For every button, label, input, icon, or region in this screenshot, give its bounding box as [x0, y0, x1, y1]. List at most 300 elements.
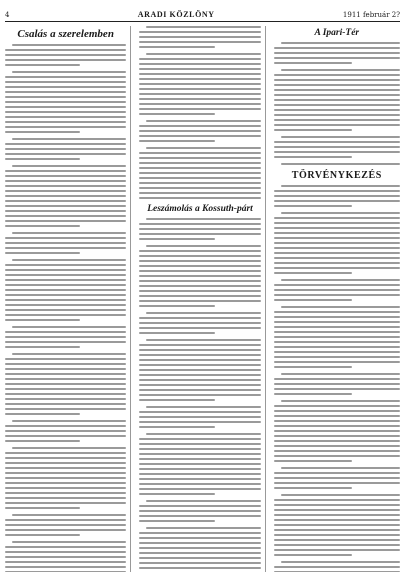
text-line-placeholder — [5, 440, 80, 442]
text-line-placeholder — [274, 383, 400, 385]
text-line-placeholder — [5, 274, 126, 276]
paragraph-placeholder — [274, 467, 400, 489]
text-line-placeholder — [5, 452, 126, 454]
paragraph-placeholder — [139, 433, 260, 495]
text-line-placeholder — [139, 374, 260, 376]
text-line-placeholder — [5, 284, 126, 286]
text-line-placeholder — [139, 443, 260, 445]
text-line-placeholder — [5, 289, 126, 291]
text-line-placeholder — [139, 162, 260, 164]
text-line-placeholder — [5, 467, 126, 469]
text-line-placeholder — [12, 420, 126, 422]
text-line-placeholder — [274, 316, 400, 318]
text-line-placeholder — [139, 58, 260, 60]
paragraph-placeholder — [5, 165, 126, 227]
text-line-placeholder — [139, 238, 214, 240]
text-line-placeholder — [139, 322, 260, 324]
text-line-placeholder — [5, 205, 126, 207]
text-line-placeholder — [274, 104, 400, 106]
text-line-placeholder — [274, 405, 400, 407]
paragraph-placeholder — [274, 185, 400, 207]
text-line-placeholder — [139, 83, 260, 85]
text-line-placeholder — [274, 311, 400, 313]
text-line-placeholder — [139, 300, 260, 302]
text-line-placeholder — [274, 410, 400, 412]
text-line-placeholder — [274, 487, 352, 489]
text-line-placeholder — [274, 114, 400, 116]
text-line-placeholder — [139, 421, 260, 423]
text-line-placeholder — [139, 98, 260, 100]
paragraph-placeholder — [274, 306, 400, 368]
text-line-placeholder — [5, 571, 126, 572]
text-line-placeholder — [139, 562, 260, 564]
text-line-placeholder — [5, 497, 126, 499]
paragraph-placeholder — [5, 353, 126, 415]
text-line-placeholder — [274, 504, 400, 506]
text-line-placeholder — [5, 314, 126, 316]
paragraph-placeholder — [5, 326, 126, 348]
text-line-placeholder — [139, 327, 260, 329]
text-line-placeholder — [139, 265, 260, 267]
column-3 — [274, 26, 400, 572]
text-line-placeholder — [12, 353, 126, 355]
masthead — [5, 7, 400, 22]
text-line-placeholder — [146, 339, 260, 341]
text-line-placeholder — [5, 319, 80, 321]
paragraph-placeholder — [274, 561, 400, 572]
text-line-placeholder — [139, 270, 260, 272]
text-line-placeholder — [139, 384, 260, 386]
text-line-placeholder — [139, 453, 260, 455]
text-line-placeholder — [274, 217, 400, 219]
column-2 — [139, 26, 265, 572]
text-line-placeholder — [274, 156, 352, 158]
text-line-placeholder — [274, 294, 400, 296]
text-line-placeholder — [5, 529, 126, 531]
text-line-placeholder — [139, 125, 260, 127]
text-line-placeholder — [139, 458, 260, 460]
text-line-placeholder — [146, 312, 260, 314]
text-line-placeholder — [139, 113, 214, 115]
text-line-placeholder — [139, 344, 260, 346]
text-line-placeholder — [281, 279, 400, 281]
text-line-placeholder — [274, 420, 400, 422]
paragraph-placeholder — [139, 406, 260, 428]
text-line-placeholder — [139, 379, 260, 381]
article-heading: Csalás a szerelemben — [17, 28, 114, 40]
text-line-placeholder — [5, 49, 126, 51]
text-line-placeholder — [146, 53, 260, 55]
body-text-placeholder — [274, 185, 400, 572]
body-text-placeholder — [139, 218, 260, 572]
paragraph-placeholder — [139, 527, 260, 572]
text-line-placeholder — [5, 153, 126, 155]
text-line-placeholder — [274, 272, 352, 274]
newspaper-title: ARADI KÖZLÖNY — [137, 10, 215, 19]
text-line-placeholder — [139, 280, 260, 282]
paragraph-placeholder — [139, 312, 260, 334]
text-line-placeholder — [139, 197, 260, 199]
paragraph-placeholder — [139, 53, 260, 115]
text-line-placeholder — [12, 514, 126, 516]
text-line-placeholder — [274, 435, 400, 437]
text-line-placeholder — [274, 257, 400, 259]
text-line-placeholder — [5, 170, 126, 172]
text-line-placeholder — [281, 373, 400, 375]
text-line-placeholder — [274, 529, 400, 531]
text-line-placeholder — [5, 148, 126, 150]
text-line-placeholder — [274, 247, 400, 249]
text-line-placeholder — [12, 541, 126, 543]
text-line-placeholder — [139, 317, 260, 319]
text-line-placeholder — [146, 406, 260, 408]
text-line-placeholder — [139, 73, 260, 75]
text-line-placeholder — [274, 84, 400, 86]
text-line-placeholder — [139, 177, 260, 179]
text-line-placeholder — [5, 507, 80, 509]
text-line-placeholder — [274, 94, 400, 96]
paragraph-placeholder — [5, 138, 126, 160]
text-line-placeholder — [5, 126, 126, 128]
text-line-placeholder — [139, 448, 260, 450]
text-line-placeholder — [274, 440, 400, 442]
text-line-placeholder — [5, 309, 126, 311]
text-line-placeholder — [274, 415, 400, 417]
text-line-placeholder — [5, 472, 126, 474]
text-line-placeholder — [274, 336, 400, 338]
text-line-placeholder — [12, 44, 126, 46]
text-line-placeholder — [139, 88, 260, 90]
text-line-placeholder — [139, 255, 260, 257]
text-line-placeholder — [5, 116, 126, 118]
paragraph-placeholder — [5, 44, 126, 66]
text-line-placeholder — [274, 544, 400, 546]
text-line-placeholder — [5, 358, 126, 360]
text-line-placeholder — [139, 140, 214, 142]
text-line-placeholder — [281, 400, 400, 402]
text-line-placeholder — [139, 478, 260, 480]
paragraph-placeholder — [274, 69, 400, 131]
text-line-placeholder — [5, 378, 126, 380]
text-line-placeholder — [274, 321, 400, 323]
text-line-placeholder — [139, 250, 260, 252]
text-line-placeholder — [5, 180, 126, 182]
text-line-placeholder — [139, 78, 260, 80]
text-line-placeholder — [146, 120, 260, 122]
text-line-placeholder — [274, 200, 400, 202]
text-line-placeholder — [274, 52, 400, 54]
text-line-placeholder — [274, 109, 400, 111]
body-text-placeholder — [5, 44, 126, 572]
text-line-placeholder — [274, 430, 400, 432]
text-line-placeholder — [139, 510, 260, 512]
text-line-placeholder — [5, 175, 126, 177]
text-line-placeholder — [139, 157, 260, 159]
text-line-placeholder — [274, 366, 352, 368]
text-line-placeholder — [274, 388, 400, 390]
text-line-placeholder — [274, 351, 400, 353]
text-line-placeholder — [5, 215, 126, 217]
text-line-placeholder — [5, 210, 126, 212]
text-line-placeholder — [139, 108, 260, 110]
text-line-placeholder — [5, 190, 126, 192]
text-line-placeholder — [139, 260, 260, 262]
text-line-placeholder — [5, 299, 126, 301]
paragraph-placeholder — [139, 339, 260, 401]
text-line-placeholder — [5, 482, 126, 484]
text-line-placeholder — [5, 158, 80, 160]
text-line-placeholder — [274, 57, 400, 59]
text-line-placeholder — [5, 304, 126, 306]
text-line-placeholder — [139, 63, 260, 65]
text-line-placeholder — [139, 172, 260, 174]
text-line-placeholder — [5, 457, 126, 459]
text-line-placeholder — [139, 389, 260, 391]
text-line-placeholder — [139, 493, 214, 495]
text-line-placeholder — [274, 393, 352, 395]
text-line-placeholder — [5, 534, 80, 536]
text-line-placeholder — [5, 373, 126, 375]
text-line-placeholder — [274, 346, 400, 348]
text-line-placeholder — [274, 425, 400, 427]
text-line-placeholder — [281, 306, 400, 308]
text-line-placeholder — [146, 527, 260, 529]
text-line-placeholder — [139, 567, 260, 569]
text-line-placeholder — [281, 136, 400, 138]
text-line-placeholder — [274, 539, 400, 541]
text-line-placeholder — [139, 520, 214, 522]
text-line-placeholder — [274, 141, 400, 143]
text-line-placeholder — [274, 378, 400, 380]
text-line-placeholder — [5, 413, 80, 415]
text-line-placeholder — [5, 106, 126, 108]
text-line-placeholder — [5, 294, 126, 296]
paragraph-placeholder — [274, 163, 400, 165]
text-line-placeholder — [5, 388, 126, 390]
text-line-placeholder — [274, 99, 400, 101]
text-line-placeholder — [5, 363, 126, 365]
text-line-placeholder — [274, 89, 400, 91]
text-line-placeholder — [139, 46, 214, 48]
text-line-placeholder — [5, 131, 80, 133]
paragraph-placeholder — [5, 420, 126, 442]
text-line-placeholder — [139, 36, 260, 38]
text-line-placeholder — [139, 416, 260, 418]
text-line-placeholder — [5, 393, 126, 395]
text-line-placeholder — [139, 359, 260, 361]
text-line-placeholder — [5, 76, 126, 78]
paragraph-placeholder — [139, 26, 260, 48]
text-line-placeholder — [274, 62, 352, 64]
text-line-placeholder — [274, 460, 352, 462]
text-line-placeholder — [5, 546, 126, 548]
text-line-placeholder — [5, 336, 126, 338]
text-line-placeholder — [12, 326, 126, 328]
article-heading: Leszámolás a Kossuth-párt — [147, 204, 253, 214]
paragraph-placeholder — [274, 212, 400, 274]
text-line-placeholder — [146, 245, 260, 247]
text-line-placeholder — [139, 354, 260, 356]
text-line-placeholder — [139, 349, 260, 351]
text-line-placeholder — [274, 299, 352, 301]
page-number: 4 — [5, 11, 10, 19]
paragraph-placeholder — [5, 71, 126, 133]
columns — [5, 26, 400, 572]
text-line-placeholder — [139, 438, 260, 440]
paragraph-placeholder — [139, 500, 260, 522]
body-text-placeholder — [274, 42, 400, 165]
text-line-placeholder — [139, 463, 260, 465]
text-line-placeholder — [5, 425, 126, 427]
text-line-placeholder — [5, 561, 126, 563]
text-line-placeholder — [281, 42, 400, 44]
text-line-placeholder — [12, 232, 126, 234]
text-line-placeholder — [12, 259, 126, 261]
text-line-placeholder — [146, 147, 260, 149]
text-line-placeholder — [5, 430, 126, 432]
text-line-placeholder — [274, 514, 400, 516]
text-line-placeholder — [146, 500, 260, 502]
text-line-placeholder — [139, 394, 260, 396]
body-text-placeholder — [139, 26, 260, 199]
text-line-placeholder — [5, 64, 80, 66]
text-line-placeholder — [139, 130, 260, 132]
paragraph-placeholder — [5, 541, 126, 572]
text-line-placeholder — [5, 398, 126, 400]
text-line-placeholder — [5, 242, 126, 244]
text-line-placeholder — [5, 269, 126, 271]
text-line-placeholder — [281, 185, 400, 187]
paragraph-placeholder — [274, 279, 400, 301]
text-line-placeholder — [274, 47, 400, 49]
text-line-placeholder — [139, 483, 260, 485]
text-line-placeholder — [139, 552, 260, 554]
text-line-placeholder — [5, 331, 126, 333]
text-line-placeholder — [5, 225, 80, 227]
text-line-placeholder — [139, 369, 260, 371]
text-line-placeholder — [274, 445, 400, 447]
text-line-placeholder — [5, 487, 126, 489]
text-line-placeholder — [139, 557, 260, 559]
text-line-placeholder — [5, 368, 126, 370]
text-line-placeholder — [5, 435, 126, 437]
text-line-placeholder — [274, 472, 400, 474]
paragraph-placeholder — [274, 400, 400, 462]
text-line-placeholder — [274, 195, 400, 197]
text-line-placeholder — [5, 346, 80, 348]
text-line-placeholder — [5, 237, 126, 239]
text-line-placeholder — [139, 152, 260, 154]
text-line-placeholder — [146, 26, 260, 28]
text-line-placeholder — [139, 233, 260, 235]
text-line-placeholder — [5, 566, 126, 568]
text-line-placeholder — [5, 185, 126, 187]
text-line-placeholder — [5, 462, 126, 464]
text-line-placeholder — [5, 86, 126, 88]
text-line-placeholder — [274, 190, 400, 192]
text-line-placeholder — [139, 468, 260, 470]
text-line-placeholder — [5, 502, 126, 504]
text-line-placeholder — [139, 426, 214, 428]
text-line-placeholder — [139, 542, 260, 544]
text-line-placeholder — [139, 228, 260, 230]
text-line-placeholder — [274, 129, 352, 131]
text-line-placeholder — [274, 331, 400, 333]
text-line-placeholder — [274, 79, 400, 81]
paragraph-placeholder — [139, 218, 260, 240]
text-line-placeholder — [139, 515, 260, 517]
text-line-placeholder — [139, 399, 214, 401]
text-line-placeholder — [139, 537, 260, 539]
text-line-placeholder — [5, 383, 126, 385]
text-line-placeholder — [5, 477, 126, 479]
text-line-placeholder — [274, 524, 400, 526]
text-line-placeholder — [139, 505, 260, 507]
text-line-placeholder — [274, 237, 400, 239]
text-line-placeholder — [139, 473, 260, 475]
text-line-placeholder — [274, 222, 400, 224]
text-line-placeholder — [139, 275, 260, 277]
text-line-placeholder — [5, 551, 126, 553]
text-line-placeholder — [274, 450, 400, 452]
paragraph-placeholder — [274, 494, 400, 556]
text-line-placeholder — [139, 305, 214, 307]
text-line-placeholder — [146, 218, 260, 220]
text-line-placeholder — [139, 31, 260, 33]
issue-date: 1911 február 2? — [342, 11, 400, 19]
text-line-placeholder — [5, 556, 126, 558]
text-line-placeholder — [274, 519, 400, 521]
text-line-placeholder — [139, 547, 260, 549]
column-1 — [5, 26, 131, 572]
text-line-placeholder — [274, 356, 400, 358]
text-line-placeholder — [139, 290, 260, 292]
text-line-placeholder — [139, 135, 260, 137]
paragraph-placeholder — [5, 232, 126, 254]
text-line-placeholder — [139, 295, 260, 297]
text-line-placeholder — [5, 252, 80, 254]
paragraph-placeholder — [139, 120, 260, 142]
section-heading: TÖRVÉNYKEZÉS — [291, 170, 382, 181]
text-line-placeholder — [281, 212, 400, 214]
paragraph-placeholder — [274, 136, 400, 158]
text-line-placeholder — [274, 284, 400, 286]
text-line-placeholder — [5, 341, 126, 343]
text-line-placeholder — [5, 111, 126, 113]
text-line-placeholder — [274, 554, 352, 556]
text-line-placeholder — [274, 151, 400, 153]
text-line-placeholder — [5, 195, 126, 197]
text-line-placeholder — [274, 227, 400, 229]
text-line-placeholder — [139, 182, 260, 184]
text-line-placeholder — [5, 408, 126, 410]
text-line-placeholder — [274, 326, 400, 328]
text-line-placeholder — [274, 205, 352, 207]
text-line-placeholder — [274, 289, 400, 291]
text-line-placeholder — [274, 534, 400, 536]
text-line-placeholder — [274, 262, 400, 264]
text-line-placeholder — [274, 361, 400, 363]
text-line-placeholder — [274, 242, 400, 244]
text-line-placeholder — [274, 232, 400, 234]
text-line-placeholder — [274, 566, 400, 568]
paragraph-placeholder — [139, 245, 260, 307]
text-line-placeholder — [139, 488, 260, 490]
text-line-placeholder — [5, 524, 126, 526]
text-line-placeholder — [5, 96, 126, 98]
text-line-placeholder — [12, 71, 126, 73]
text-line-placeholder — [5, 247, 126, 249]
